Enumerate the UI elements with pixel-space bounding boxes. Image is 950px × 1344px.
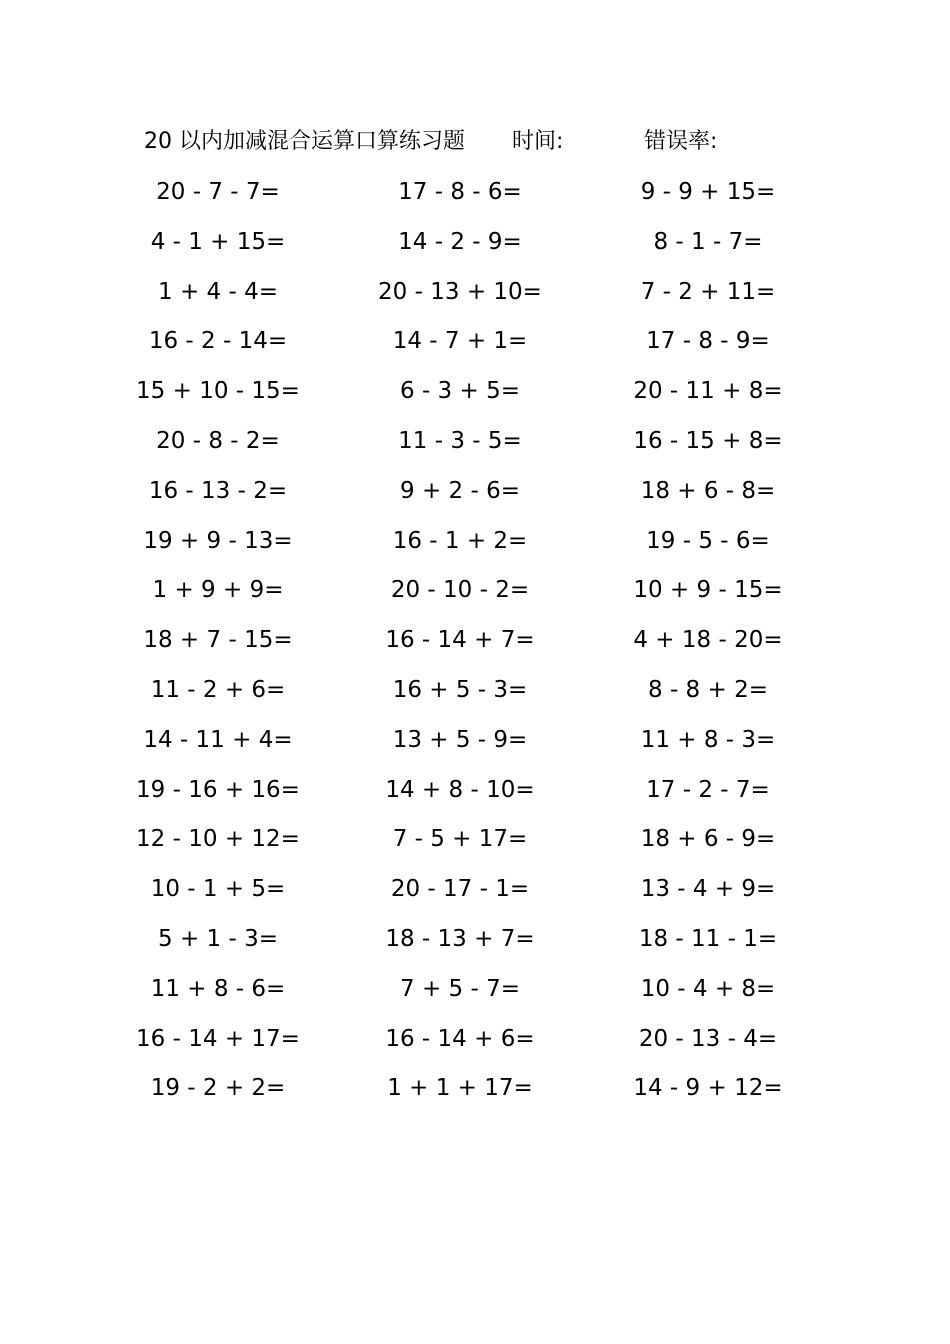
- problem-item: 19 - 16 + 16=: [136, 776, 300, 803]
- problem-item: 16 - 15 + 8=: [633, 427, 783, 454]
- problem-item: 16 - 1 + 2=: [392, 527, 528, 554]
- problem-item: 11 + 8 - 6=: [150, 975, 286, 1002]
- problem-item: 18 + 7 - 15=: [143, 627, 293, 654]
- problem-row: [0, 670, 950, 720]
- problem-item: 15 + 10 - 15=: [136, 378, 300, 405]
- problem-row: [0, 1019, 950, 1069]
- problem-item: 8 - 8 + 2=: [648, 676, 768, 703]
- problem-item: 16 - 13 - 2=: [148, 477, 288, 504]
- problem-item: 14 + 8 - 10=: [385, 776, 535, 803]
- problem-row: [0, 272, 950, 322]
- problem-item: 18 + 6 - 9=: [640, 826, 776, 853]
- problem-item: 11 - 2 + 6=: [150, 676, 286, 703]
- problem-item: 18 - 13 + 7=: [385, 925, 535, 952]
- problem-item: 20 - 11 + 8=: [633, 378, 783, 405]
- problem-item: 12 - 10 + 12=: [136, 826, 300, 853]
- problem-row: [0, 819, 950, 869]
- problem-item: 20 - 7 - 7=: [156, 179, 280, 205]
- problem-row: [0, 570, 950, 620]
- problem-row: [0, 172, 950, 222]
- problem-row: [0, 869, 950, 919]
- problem-row: [0, 770, 950, 820]
- error-rate-label: 错误率:: [644, 129, 718, 154]
- problem-item: 16 + 5 - 3=: [392, 676, 528, 703]
- problem-row: [0, 969, 950, 1019]
- problem-row: [0, 471, 950, 521]
- problem-item: 10 - 4 + 8=: [640, 975, 776, 1002]
- problem-item: 14 - 2 - 9=: [398, 228, 522, 255]
- problem-item: 18 - 11 - 1=: [638, 925, 778, 952]
- problem-row: [0, 919, 950, 969]
- worksheet-header: [144, 124, 844, 160]
- problem-item: 14 - 7 + 1=: [392, 328, 528, 355]
- problem-item: 18 + 6 - 8=: [640, 477, 776, 504]
- problem-item: 4 + 18 - 20=: [633, 627, 783, 654]
- problem-item: 4 - 1 + 15=: [150, 228, 286, 255]
- problem-item: 16 - 14 + 7=: [385, 627, 535, 654]
- problem-row: [0, 620, 950, 670]
- problem-item: 19 - 2 + 2=: [150, 1075, 286, 1102]
- problem-item: 10 + 9 - 15=: [633, 577, 783, 604]
- problem-item: 20 - 17 - 1=: [390, 876, 530, 903]
- problem-item: 1 + 4 - 4=: [158, 278, 278, 305]
- problem-item: 13 + 5 - 9=: [392, 726, 528, 753]
- problem-item: 14 - 11 + 4=: [143, 726, 293, 753]
- problem-item: 20 - 10 - 2=: [390, 577, 530, 604]
- problem-row: [0, 720, 950, 770]
- problem-item: 7 + 5 - 7=: [400, 975, 520, 1002]
- problem-item: 20 - 13 + 10=: [378, 278, 542, 305]
- problem-item: 9 - 9 + 15=: [640, 179, 776, 205]
- problem-row: [0, 1068, 950, 1118]
- problem-item: 10 - 1 + 5=: [150, 876, 286, 903]
- problem-row: [0, 371, 950, 421]
- problem-item: 19 - 5 - 6=: [646, 527, 770, 554]
- problem-item: 11 - 3 - 5=: [398, 427, 522, 454]
- worksheet-title: 20 以内加减混合运算口算练习题: [144, 129, 465, 154]
- problem-item: 19 + 9 - 13=: [143, 527, 293, 554]
- problem-item: 16 - 2 - 14=: [148, 328, 288, 355]
- problem-row: [0, 321, 950, 371]
- problem-item: 17 - 8 - 6=: [398, 179, 522, 205]
- problem-grid: [0, 172, 950, 1118]
- problem-item: 13 - 4 + 9=: [640, 876, 776, 903]
- problem-row: [0, 521, 950, 571]
- problem-item: 20 - 13 - 4=: [638, 1025, 778, 1052]
- problem-item: 7 - 5 + 17=: [392, 826, 528, 853]
- problem-row: [0, 421, 950, 471]
- problem-item: 16 - 14 + 6=: [385, 1025, 535, 1052]
- problem-item: 16 - 14 + 17=: [136, 1025, 300, 1052]
- problem-item: 1 + 9 + 9=: [152, 577, 284, 604]
- problem-item: 8 - 1 - 7=: [653, 228, 763, 255]
- problem-item: 9 + 2 - 6=: [400, 477, 520, 504]
- problem-item: 17 - 8 - 9=: [646, 328, 770, 355]
- time-label: 时间:: [512, 129, 564, 154]
- problem-item: 5 + 1 - 3=: [158, 925, 278, 952]
- problem-item: 1 + 1 + 17=: [387, 1075, 533, 1102]
- problem-item: 20 - 8 - 2=: [156, 427, 280, 454]
- problem-row: [0, 222, 950, 272]
- problem-item: 6 - 3 + 5=: [400, 378, 520, 405]
- problem-item: 11 + 8 - 3=: [640, 726, 776, 753]
- problem-item: 7 - 2 + 11=: [640, 278, 776, 305]
- problem-item: 14 - 9 + 12=: [633, 1075, 783, 1102]
- problem-item: 17 - 2 - 7=: [646, 776, 770, 803]
